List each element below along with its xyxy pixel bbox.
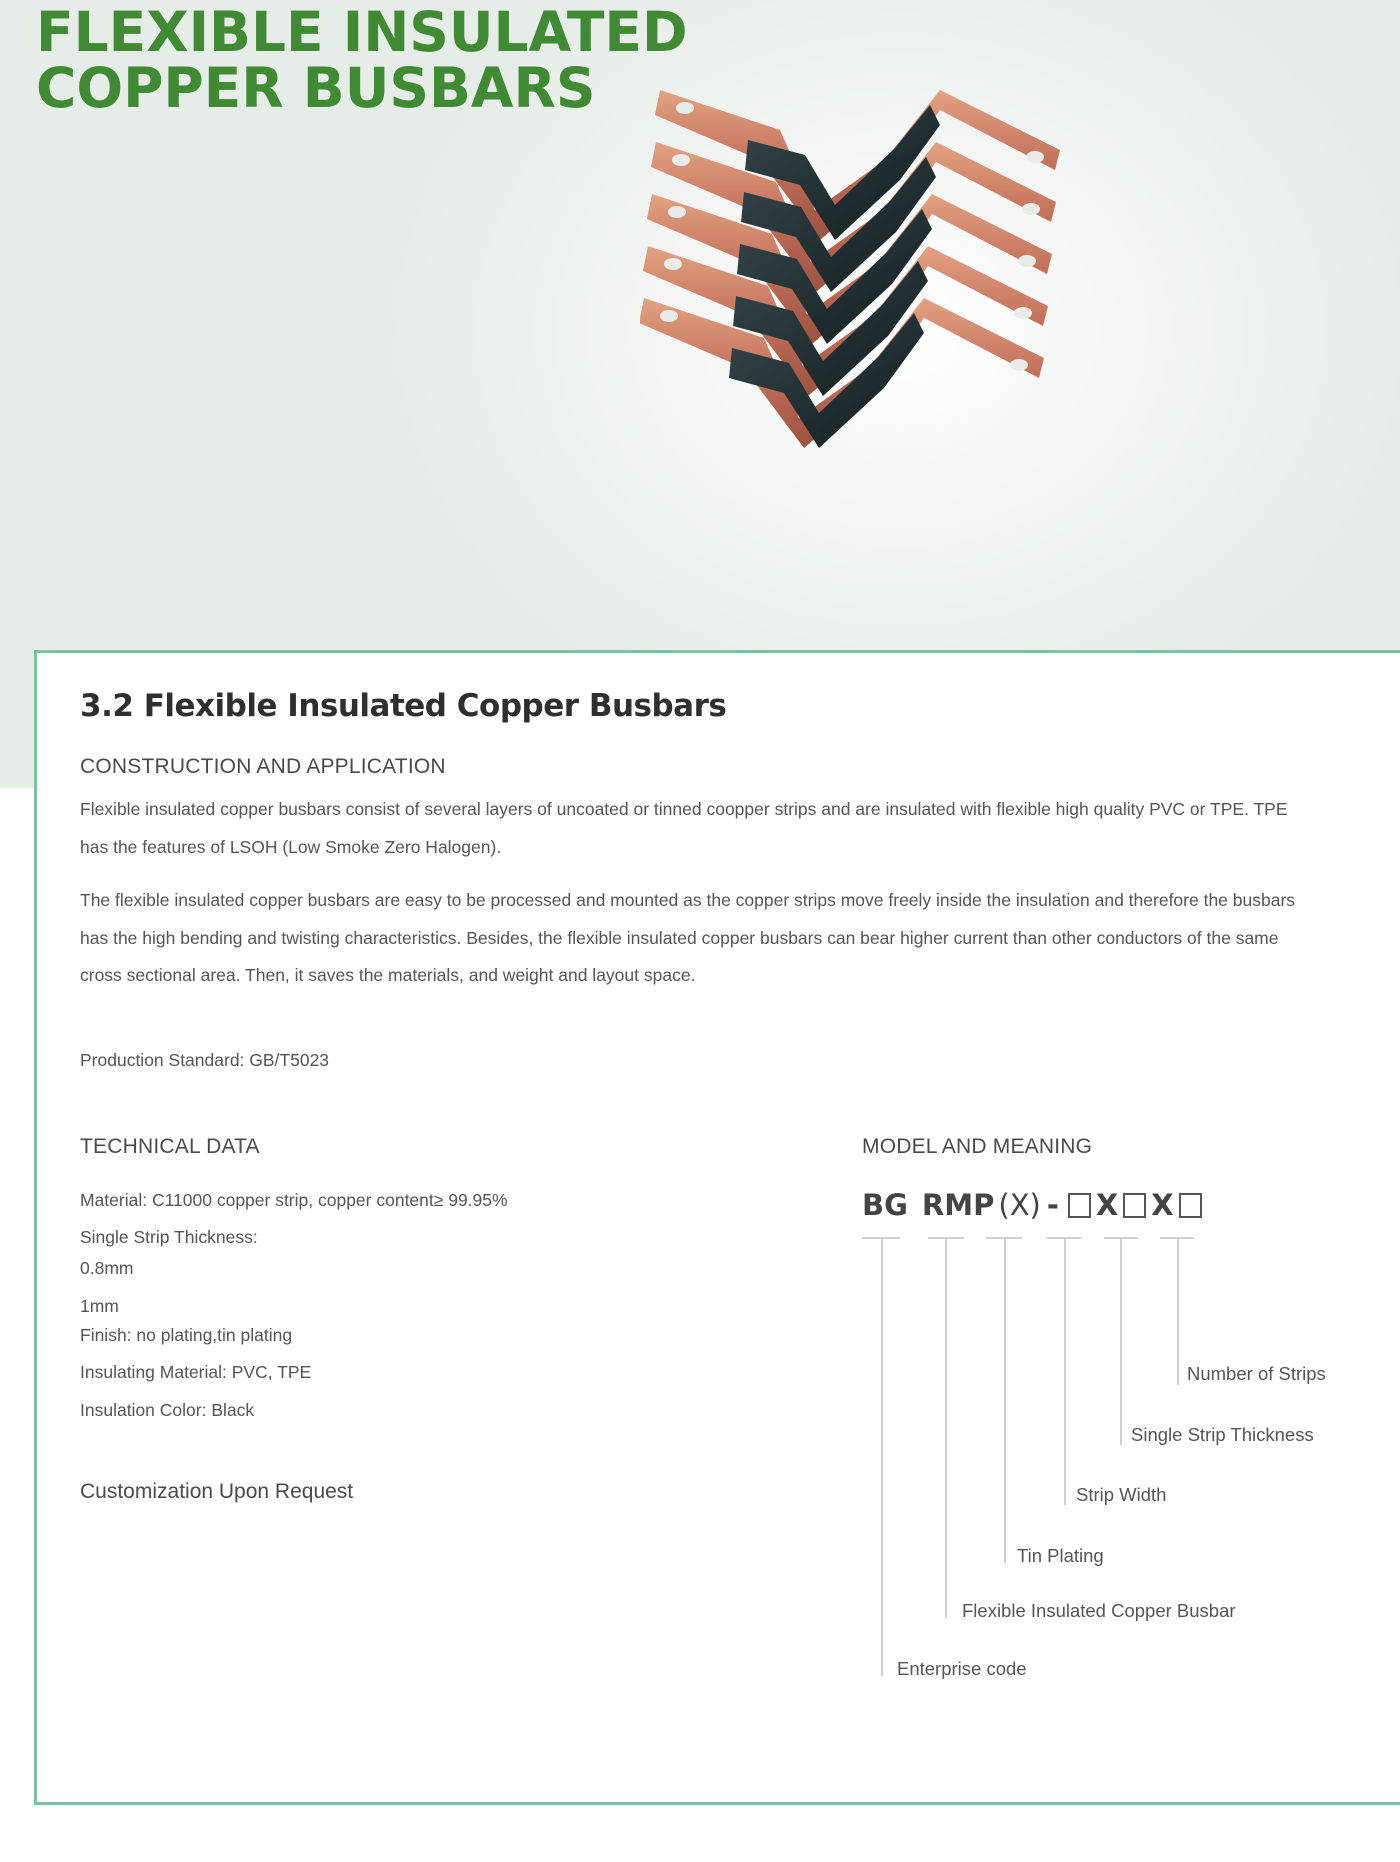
customization-note: Customization Upon Request (80, 1480, 354, 1503)
para2-line-2: has the high bending and twisting characteristics. Besides, the flexible insulated copper busbars can bear higher current than other conductors of the same (80, 927, 1279, 948)
tech-item-finish: Finish: no plating,tin plating (80, 1325, 293, 1345)
tech-item-material: Material: C11000 copper strip, copper content≥ 99.95% (80, 1190, 508, 1210)
model-code-rmp: RMP (921, 1188, 995, 1222)
busbar-stack (640, 90, 1060, 448)
construction-paragraph-1 (80, 791, 1380, 866)
construction-heading: CONSTRUCTION AND APPLICATION (80, 755, 446, 778)
leader-width (1064, 1237, 1066, 1505)
model-meaning-heading: MODEL AND MEANING (862, 1135, 1093, 1158)
meaning-tin-plating: Tin Plating (1017, 1545, 1104, 1566)
tech-item-thickness-1: 1mm (80, 1296, 119, 1316)
para1-line-1: Flexible insulated copper busbars consist of several layers of uncoated or tinned coopper strips and are insulated with flexible high quality PVC or TPE. TPE (80, 799, 1288, 819)
section-title: 3.2 Flexible Insulated Copper Busbars (80, 688, 727, 724)
hero-title-line-2: COPPER BUSBARS (36, 56, 596, 120)
model-code-box-thickness (1123, 1193, 1146, 1218)
leader-busbar (945, 1237, 947, 1618)
leader-enterprise (881, 1237, 883, 1676)
hero-title (36, 0, 688, 120)
model-code-times-2: X (1151, 1188, 1174, 1222)
model-code-bg: BG (862, 1188, 908, 1222)
technical-data-heading: TECHNICAL DATA (80, 1135, 260, 1158)
model-code-dash: - (1046, 1188, 1059, 1222)
meaning-flexible-insulated-copper-busbar: Flexible Insulated Copper Busbar (962, 1600, 1236, 1621)
leader-thickness (1120, 1237, 1122, 1445)
leader-tin (1004, 1237, 1006, 1563)
tech-item-thickness-0-8: 0.8mm (80, 1258, 134, 1278)
hero-title-line-1: FLEXIBLE INSULATED (36, 0, 688, 64)
model-code-x: (X) (998, 1188, 1041, 1222)
construction-paragraph-2 (80, 882, 1380, 995)
para1-line-2: has the features of LSOH (Low Smoke Zero Halogen). (80, 836, 502, 857)
meaning-number-of-strips: Number of Strips (1187, 1363, 1326, 1384)
model-code-times-1: X (1095, 1188, 1119, 1222)
para2-line-3: cross sectional area. Then, it saves the materials, and weight and layout space. (80, 965, 696, 985)
busbar-product-image (640, 70, 1280, 520)
leader-strips (1177, 1237, 1179, 1385)
tech-item-thickness-label: Single Strip Thickness: (80, 1227, 258, 1247)
meaning-single-strip-thickness: Single Strip Thickness (1131, 1424, 1314, 1445)
model-code-box-width (1068, 1193, 1091, 1218)
production-standard: Production Standard: GB/T5023 (80, 1050, 330, 1070)
tech-item-insulating-material: Insulating Material: PVC, TPE (80, 1362, 312, 1382)
tech-item-insulation-color: Insulation Color: Black (80, 1400, 255, 1420)
model-code (862, 1188, 1205, 1222)
meaning-strip-width: Strip Width (1076, 1484, 1167, 1505)
para2-line-1: The flexible insulated copper busbars are easy to be processed and mounted as the copper strips move freely inside the insulation and therefore the busbars (80, 890, 1296, 910)
model-code-box-strips (1179, 1193, 1202, 1218)
meaning-enterprise-code: Enterprise code (897, 1658, 1027, 1679)
